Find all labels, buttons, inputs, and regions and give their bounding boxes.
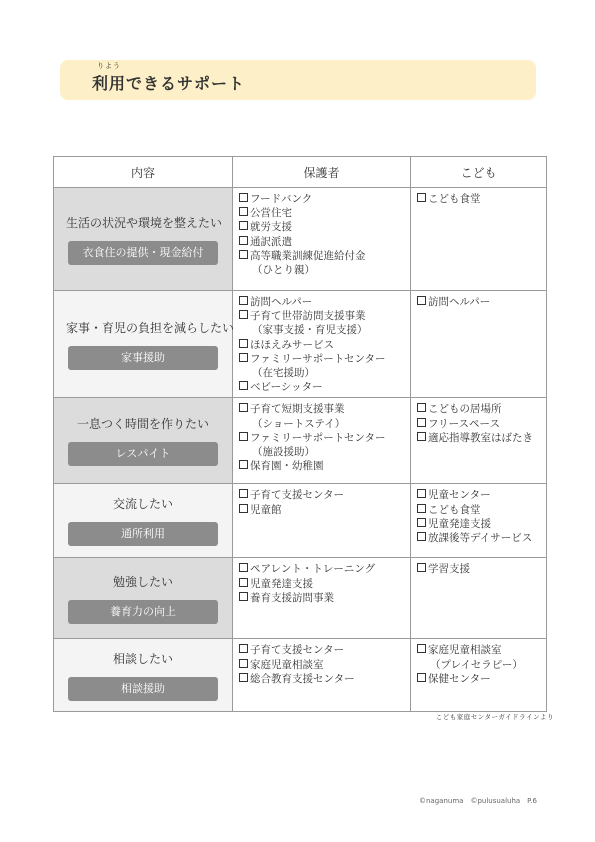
list-item-text: 通訳派遣 bbox=[250, 235, 292, 248]
checkbox-icon bbox=[239, 193, 248, 202]
checkbox-icon bbox=[239, 353, 248, 362]
list-item bbox=[239, 380, 406, 394]
list-item bbox=[239, 591, 406, 605]
checkbox-icon bbox=[239, 644, 248, 653]
list-item-text: こども食堂 bbox=[428, 193, 481, 205]
list-item bbox=[239, 338, 406, 352]
list-item-text: （家事支援・育児支援） bbox=[252, 324, 368, 337]
list-item-text: （施設援助） bbox=[252, 446, 315, 459]
list-item bbox=[239, 459, 406, 473]
guardian-cell bbox=[233, 188, 411, 291]
list-item-text: （プレイセラピー） bbox=[430, 658, 523, 671]
table-row bbox=[54, 484, 547, 558]
list-item-text: 児童発達支援 bbox=[250, 577, 313, 590]
list-item bbox=[417, 643, 542, 657]
list-item-text: 子育て支援センター bbox=[250, 644, 345, 657]
category-label: 生活の状況や環境を整えたい bbox=[66, 215, 223, 230]
list-item bbox=[417, 517, 542, 531]
list-item-text: ファミリーサポートセンター bbox=[250, 431, 386, 444]
list-item-text: 児童発達支援 bbox=[428, 517, 491, 530]
child-cell bbox=[411, 639, 547, 712]
checkbox-icon bbox=[417, 432, 426, 441]
list-item-text: 養育支援訪問事業 bbox=[250, 591, 334, 604]
list-item bbox=[239, 488, 406, 502]
list-item bbox=[239, 323, 406, 337]
table-row bbox=[54, 188, 547, 291]
list-item-text: 子育て世帯訪問支援事業 bbox=[250, 310, 366, 323]
checkbox-icon bbox=[239, 403, 248, 412]
list-item bbox=[239, 503, 406, 517]
category-label: 交流したい bbox=[112, 497, 173, 512]
checkbox-icon bbox=[239, 460, 248, 469]
checkbox-icon bbox=[239, 296, 248, 305]
table-row bbox=[54, 558, 547, 639]
list-item-text: 児童館 bbox=[250, 503, 282, 516]
checkbox-icon bbox=[239, 381, 248, 390]
source-note: こども家庭センターガイドラインより bbox=[435, 713, 554, 721]
child-cell bbox=[411, 398, 547, 484]
header-guardian: 保護者 bbox=[233, 157, 411, 188]
list-item-text: 総合教育支援センター bbox=[250, 672, 355, 685]
guardian-cell bbox=[233, 484, 411, 558]
support-table bbox=[53, 156, 547, 712]
checkbox-icon bbox=[417, 296, 426, 305]
category-tag: 家事援助 bbox=[68, 346, 218, 370]
checkbox-icon bbox=[239, 504, 248, 513]
child-cell bbox=[411, 188, 547, 291]
checkbox-icon bbox=[417, 532, 426, 541]
list-item bbox=[239, 658, 406, 672]
checkbox-icon bbox=[417, 504, 426, 513]
list-item-text: 家庭児童相談室 bbox=[428, 644, 502, 657]
list-item-text: ペアレント・トレーニング bbox=[250, 563, 376, 576]
list-item bbox=[239, 366, 406, 380]
category-cell bbox=[54, 291, 233, 398]
checkbox-icon bbox=[239, 221, 248, 230]
child-cell bbox=[411, 291, 547, 398]
checkbox-icon bbox=[239, 673, 248, 682]
checkbox-icon bbox=[239, 563, 248, 572]
list-item bbox=[239, 206, 406, 220]
list-item-text: 子育て支援センター bbox=[250, 489, 345, 502]
category-label: 勉強したい bbox=[112, 574, 173, 589]
category-label: 相談したい bbox=[112, 651, 173, 666]
list-item bbox=[417, 658, 542, 672]
list-item bbox=[239, 562, 406, 576]
list-item-text: 子育て短期支援事業 bbox=[250, 403, 345, 416]
list-item bbox=[417, 488, 542, 502]
category-tag: レスパイト bbox=[68, 442, 218, 466]
list-item bbox=[239, 445, 406, 459]
list-item bbox=[239, 402, 406, 416]
category-cell bbox=[54, 398, 233, 484]
list-item-text: 就労支援 bbox=[250, 221, 292, 234]
list-item-text: 公営住宅 bbox=[250, 207, 292, 220]
list-item-text: ほほえみサービス bbox=[250, 338, 334, 351]
checkbox-icon bbox=[417, 489, 426, 498]
category-cell bbox=[54, 188, 233, 291]
category-cell bbox=[54, 484, 233, 558]
list-item-text: （ショートステイ） bbox=[252, 417, 346, 430]
list-item bbox=[239, 235, 406, 249]
footer-credit: ©naganuma ©pulusualuha P.6 bbox=[419, 797, 537, 805]
list-item bbox=[417, 295, 542, 309]
guardian-cell bbox=[233, 639, 411, 712]
checkbox-icon bbox=[417, 418, 426, 427]
list-item bbox=[417, 192, 542, 206]
list-item bbox=[239, 672, 406, 686]
list-item bbox=[417, 417, 542, 431]
child-cell bbox=[411, 484, 547, 558]
category-tag: 養育力の向上 bbox=[68, 600, 218, 624]
list-item bbox=[239, 577, 406, 591]
list-item bbox=[417, 431, 542, 445]
list-item-text: （ひとり親） bbox=[252, 264, 315, 277]
list-item-text: こどもの居場所 bbox=[428, 403, 502, 416]
checkbox-icon bbox=[417, 563, 426, 572]
list-item bbox=[239, 249, 406, 263]
list-item bbox=[239, 220, 406, 234]
title-ruby: りよう bbox=[97, 62, 121, 70]
checkbox-icon bbox=[239, 592, 248, 601]
list-item bbox=[417, 402, 542, 416]
list-item-text: 家庭児童相談室 bbox=[250, 658, 324, 671]
checkbox-icon bbox=[239, 432, 248, 441]
category-label: 家事・育児の負担を減らしたい bbox=[66, 320, 235, 335]
list-item-text: フリースペース bbox=[428, 417, 501, 430]
table-header-row bbox=[54, 157, 547, 188]
list-item bbox=[239, 295, 406, 309]
table-row bbox=[54, 291, 547, 398]
list-item bbox=[239, 417, 406, 431]
list-item bbox=[239, 263, 406, 277]
category-tag: 通所利用 bbox=[68, 522, 218, 546]
checkbox-icon bbox=[239, 250, 248, 259]
guardian-cell bbox=[233, 398, 411, 484]
category-label: 一息つく時間を作りたい bbox=[76, 417, 209, 432]
list-item bbox=[239, 431, 406, 445]
list-item-text: 放課後等デイサービス bbox=[428, 532, 533, 545]
checkbox-icon bbox=[417, 403, 426, 412]
table-row bbox=[54, 398, 547, 484]
checkbox-icon bbox=[417, 518, 426, 527]
list-item-text: こども食堂 bbox=[428, 503, 481, 516]
list-item-text: 保育園・幼稚園 bbox=[250, 460, 324, 473]
list-item bbox=[417, 562, 542, 576]
category-tag: 衣食住の提供・現金給付 bbox=[68, 241, 218, 265]
category-cell bbox=[54, 558, 233, 639]
table-row bbox=[54, 639, 547, 712]
list-item bbox=[417, 531, 542, 545]
list-item-text: フードバンク bbox=[250, 193, 313, 205]
page-title: 利用できるサポート bbox=[92, 74, 246, 93]
list-item-text: （在宅援助） bbox=[252, 367, 315, 380]
checkbox-icon bbox=[239, 207, 248, 216]
list-item bbox=[417, 672, 542, 686]
header-content: 内容 bbox=[54, 157, 233, 188]
header-child: こども bbox=[411, 157, 547, 188]
checkbox-icon bbox=[239, 489, 248, 498]
list-item bbox=[239, 309, 406, 323]
checkbox-icon bbox=[239, 310, 248, 319]
checkbox-icon bbox=[239, 236, 248, 245]
guardian-cell bbox=[233, 558, 411, 639]
list-item-text: ベビーシッター bbox=[250, 381, 323, 394]
list-item-text: 保健センター bbox=[428, 672, 491, 685]
checkbox-icon bbox=[417, 644, 426, 653]
list-item bbox=[417, 503, 542, 517]
list-item bbox=[239, 643, 406, 657]
category-cell bbox=[54, 639, 233, 712]
category-tag: 相談援助 bbox=[68, 677, 218, 701]
guardian-cell bbox=[233, 291, 411, 398]
checkbox-icon bbox=[417, 193, 426, 202]
list-item-text: 適応指導教室はばたき bbox=[428, 431, 533, 444]
list-item-text: 学習支援 bbox=[428, 563, 470, 576]
checkbox-icon bbox=[417, 673, 426, 682]
list-item-text: 訪問ヘルパー bbox=[250, 296, 313, 308]
list-item bbox=[239, 192, 406, 206]
list-item-text: 高等職業訓練促進給付金 bbox=[250, 249, 366, 262]
list-item-text: 訪問ヘルパー bbox=[428, 296, 491, 308]
child-cell bbox=[411, 558, 547, 639]
list-item-text: ファミリーサポートセンター bbox=[250, 352, 386, 365]
checkbox-icon bbox=[239, 578, 248, 587]
checkbox-icon bbox=[239, 659, 248, 668]
list-item bbox=[239, 352, 406, 366]
checkbox-icon bbox=[239, 339, 248, 348]
list-item-text: 児童センター bbox=[428, 489, 491, 502]
